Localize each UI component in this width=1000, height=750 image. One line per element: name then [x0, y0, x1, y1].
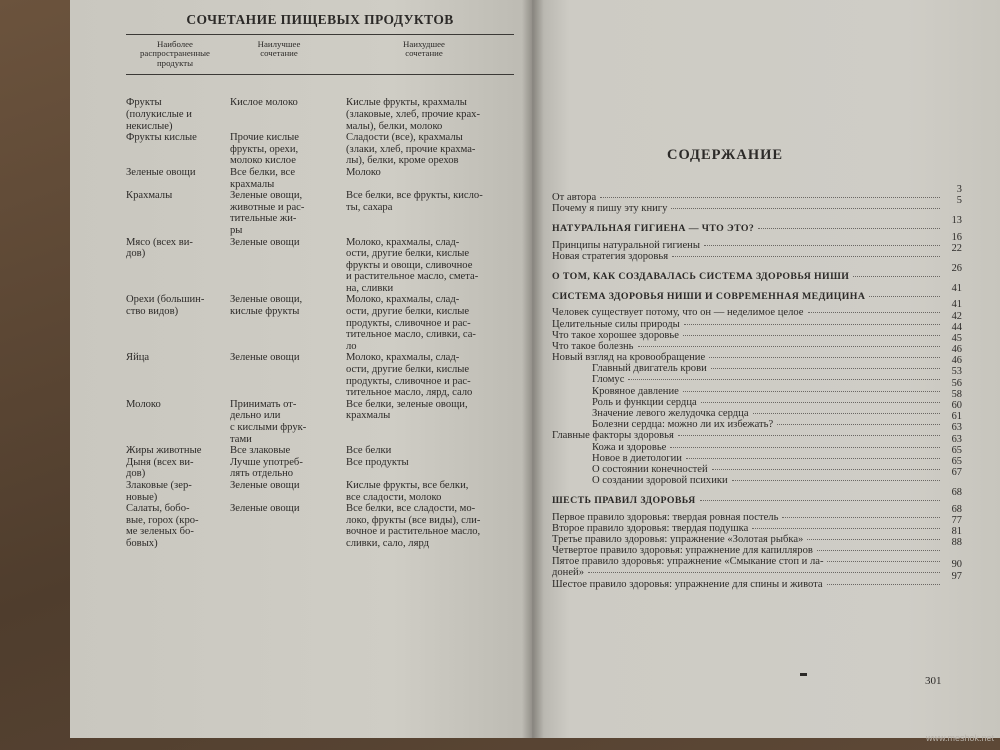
toc-leader [808, 312, 940, 314]
best-cell: Зеленые овощи [230, 352, 300, 364]
toc-entry-page: 46 [951, 344, 962, 356]
toc-entry-title: Роль и функции сердца [592, 396, 697, 408]
book-gutter [522, 0, 544, 738]
best-cell: Зеленые овощи, кислые фрукты [230, 294, 303, 318]
toc-leader [712, 469, 940, 471]
toc-leader [758, 228, 940, 230]
toc-entry-page: 5 [956, 195, 962, 207]
table-row [126, 352, 514, 398]
toc-entry [552, 184, 962, 203]
best-cell: Зеленые овощи, животные и рас- тительные жи- ры [230, 190, 305, 236]
worst-cell: Кислые фрукты, все белки, все сладости, молоко [346, 479, 469, 503]
toc-entry-page: 41 [951, 283, 962, 295]
toc-entry-title: Что такое болезнь [552, 340, 634, 352]
toc-section [552, 262, 962, 282]
right-page [532, 0, 1000, 738]
toc-leader [588, 572, 940, 574]
toc-leader [704, 245, 940, 247]
toc-entry-page: 13 [951, 215, 962, 227]
worst-cell: Молоко [346, 166, 381, 178]
toc-entry-title: Второе правило здоровья: твердая подушка [552, 522, 749, 534]
toc-entry-title: От автора [552, 192, 597, 203]
best-cell: Зеленые овощи [230, 503, 300, 515]
product-cell: Фрукты (полукислые и некислые) [126, 97, 192, 132]
toc-leader [672, 256, 940, 258]
toc-leader [684, 324, 940, 326]
toc-entry-page: 68 [951, 503, 962, 515]
toc-entry-title: Кожа и здоровье [592, 441, 667, 453]
best-cell: Кислое молоко [230, 97, 298, 109]
contents-title: СОДЕРЖАНИЕ [667, 147, 784, 163]
toc-entry-title: Пятое правило здоровья: упражнение «Смыкание стоп и ла- [552, 556, 824, 568]
watermark: www.meshok.net [925, 733, 994, 743]
toc-entry-page: 46 [951, 355, 962, 367]
toc-entry [552, 503, 962, 523]
table-row [126, 97, 514, 132]
toc-entry-title: Новый взгляд на кровообращение [552, 352, 706, 364]
toc-entry-title: Почему я пишу эту книгу [552, 203, 668, 215]
best-cell: Принимать от- дельно или с кислыми фрук- тами [230, 398, 307, 445]
toc-entry-title: Главные факторы здоровья [552, 430, 674, 442]
toc-leader [777, 424, 940, 426]
toc-leader [753, 413, 940, 415]
worst-cell: Молоко, крахмалы, слад- ости, другие белки, кислые продукты, сливочное и рас- тительное масло, лярд, сало [346, 352, 473, 399]
end-mark [800, 673, 807, 676]
toc-leader [700, 500, 940, 502]
toc-entry-page: 58 [951, 388, 962, 400]
worst-cell: Кислые фрукты, крахмалы (злаковые, хлеб, прочие крах- малы), белки, молоко [346, 97, 481, 132]
header-products: Наиболее распространенные продукты [140, 38, 210, 68]
page-number: 301 [925, 675, 942, 687]
product-cell: Молоко [126, 398, 161, 410]
toc-entry-page: 97 [951, 570, 962, 582]
toc-entry-page: 41 [951, 299, 962, 311]
toc-entry-page: 67 [951, 467, 962, 479]
worst-cell: Все белки, зеленые овощи, крахмалы [346, 398, 468, 422]
toc-entry-title: доней» [552, 567, 585, 579]
toc-leader [638, 346, 940, 348]
toc-entry-title: Шестое правило здоровья: упражнение для спины и живота [552, 578, 823, 590]
best-cell: Все белки, все крахмалы [230, 166, 296, 190]
toc-entry-page: 60 [951, 400, 962, 411]
table-row [126, 399, 514, 445]
best-cell: Зеленые овощи [230, 479, 300, 491]
toc-entry-title: Первое правило здоровья: твердая ровная постель [552, 511, 779, 523]
table-row [126, 480, 514, 503]
table-row [126, 457, 514, 480]
product-cell: Крахмалы [126, 190, 173, 202]
toc-entry-title: ШЕСТЬ ПРАВИЛ ЗДОРОВЬЯ [552, 495, 696, 507]
toc-leader [869, 296, 940, 298]
table-row [126, 237, 514, 295]
toc-entry-title: Кровяное давление [592, 385, 679, 397]
toc-entry-page: 45 [951, 332, 962, 344]
toc-leader [752, 528, 940, 530]
left-page [70, 0, 532, 738]
toc-entry-page: 81 [951, 525, 962, 537]
toc-entry-page: 22 [951, 242, 962, 254]
toc-entry-page: 3 [956, 184, 962, 195]
toc-leader [711, 368, 940, 370]
toc-leader [827, 561, 940, 563]
product-cell: Фрукты кислые [126, 132, 197, 144]
toc-entry-title: Целительные силы природы [552, 318, 680, 330]
toc-entry-title: Что такое хорошее здоровье [552, 329, 679, 341]
best-cell: Зеленые овощи [230, 236, 300, 248]
toc-leader [807, 539, 940, 541]
toc-leader [671, 208, 940, 210]
table-row [126, 445, 514, 457]
toc-entry-page: 90 [951, 559, 962, 571]
product-cell: Дыня (всех ви- дов) [126, 456, 194, 480]
toc-entry-page: 68 [951, 487, 962, 499]
toc-leader [683, 335, 940, 337]
toc-entry-title: НАТУРАЛЬНАЯ ГИГИЕНА — ЧТО ЭТО? [552, 223, 755, 235]
toc-section [552, 487, 962, 507]
product-cell: Орехи (большин- ство видов) [126, 294, 205, 318]
worst-cell: Молоко, крахмалы, слад- ости, другие белки, кислые фрукты и овощи, сливочное и растительное масло, смета- на, сливки [346, 236, 479, 294]
toc-entry-title: Третье правило здоровья: упражнение «Золотая рыбка» [552, 533, 804, 545]
toc-entry-page: 42 [951, 310, 962, 322]
toc-list [552, 184, 962, 590]
toc-entry-page: 61 [951, 411, 962, 423]
toc-entry [552, 231, 962, 251]
product-cell: Злаковые (зер- новые) [126, 479, 192, 503]
toc-entry-page: 16 [951, 231, 962, 243]
toc-entry-page: 63 [951, 422, 962, 434]
toc-entry-title: О ТОМ, КАК СОЗДАВАЛАСЬ СИСТЕМА ЗДОРОВЬЯ НИШИ [552, 270, 850, 282]
product-cell: Мясо (всех ви- дов) [126, 236, 193, 260]
toc-leader [827, 584, 940, 586]
toc-leader [709, 357, 940, 359]
best-cell: Прочие кислые фрукты, орехи, молоко кислое [230, 132, 299, 167]
toc-leader [678, 435, 940, 437]
toc-entry-page: 88 [951, 537, 962, 549]
toc-entry-page: 26 [951, 262, 962, 274]
toc-entry-title: Новая стратегия здоровья [552, 250, 669, 262]
toc-leader [628, 379, 940, 381]
product-cell: Жиры животные [126, 445, 202, 457]
table-row [126, 167, 514, 190]
toc-section [552, 215, 962, 235]
toc-leader [732, 480, 940, 482]
best-cell: Лучше употреб- лять отдельно [230, 456, 303, 480]
toc-entry-title: О состоянии конечностей [592, 463, 708, 475]
worst-cell: Все белки, все сладости, мо- локо, фрукты (все виды), сли- вочное и растительное масло, сливки, сало, лярд [346, 503, 481, 549]
worst-cell: Все продукты [346, 456, 409, 468]
toc-entry-page: 56 [951, 377, 962, 389]
header-best: Наилучшее сочетание [257, 38, 301, 59]
table-row [126, 503, 514, 549]
toc-leader [701, 402, 940, 404]
toc-entry-title: Болезни сердца: можно ли их избежать? [592, 419, 774, 431]
toc-leader [782, 517, 940, 519]
toc-entry-page: 65 [951, 455, 962, 467]
toc-entry-page: 63 [951, 433, 962, 445]
open-book [70, 0, 1000, 738]
product-cell: Яйца [126, 352, 150, 364]
toc-entry-title: Главный двигатель крови [592, 363, 707, 375]
toc-leader [853, 276, 940, 278]
table-row [126, 190, 514, 236]
toc-entry-title: Четвертое правило здоровья: упражнение для капилляров [552, 545, 813, 557]
worst-cell: Молоко, крахмалы, слад- ости, другие белки, кислые продукты, сливочное и рас- тительное масло, сливки, са- ло [346, 294, 476, 352]
toc-leader [670, 447, 940, 449]
toc-leader [600, 197, 940, 199]
toc-entry-title: Человек существует потому, что он — неделимое целое [552, 307, 804, 319]
toc-entry-title: Новое в диетологии [592, 452, 682, 464]
best-cell: Все злаковые [230, 445, 291, 457]
toc-section [552, 283, 962, 303]
toc-entry-title: О создании здоровой психики [592, 475, 728, 487]
toc-entry-page: 53 [951, 366, 962, 378]
toc-entry [552, 299, 962, 319]
product-cell: Зеленые овощи [126, 166, 196, 178]
toc-entry-title: Принципы натуральной гигиены [552, 239, 700, 251]
table-body [126, 97, 514, 549]
table-header [126, 35, 514, 76]
worst-cell: Все белки [346, 445, 392, 457]
toc-entry-page: 77 [951, 514, 962, 526]
toc-entry-title: Значение левого желудочка сердца [592, 408, 749, 419]
header-worst: Наихудшее сочетание [403, 38, 445, 59]
product-cell: Салаты, бобо- вые, горох (кро- ме зеленых бо- бовых) [126, 503, 199, 549]
table-row [126, 132, 514, 167]
food-combination-title: СОЧЕТАНИЕ ПИЩЕВЫХ ПРОДУКТОВ [186, 12, 454, 27]
toc-leader [817, 550, 940, 552]
worst-cell: Сладости (все), крахмалы (злаки, хлеб, прочие крахма- лы), белки, кроме орехов [346, 132, 476, 167]
toc-leader [686, 458, 940, 460]
table-row [126, 294, 514, 352]
toc-entry-title: Гломус [592, 374, 625, 386]
worst-cell: Все белки, все фрукты, кисло- ты, сахара [346, 190, 483, 213]
toc-entry [552, 556, 962, 567]
toc-leader [683, 391, 940, 393]
toc-entry-page: 65 [951, 444, 962, 456]
toc-entry-title: СИСТЕМА ЗДОРОВЬЯ НИШИ И СОВРЕМЕННАЯ МЕДИЦИНА [552, 291, 866, 303]
toc-entry-page: 44 [951, 321, 962, 333]
